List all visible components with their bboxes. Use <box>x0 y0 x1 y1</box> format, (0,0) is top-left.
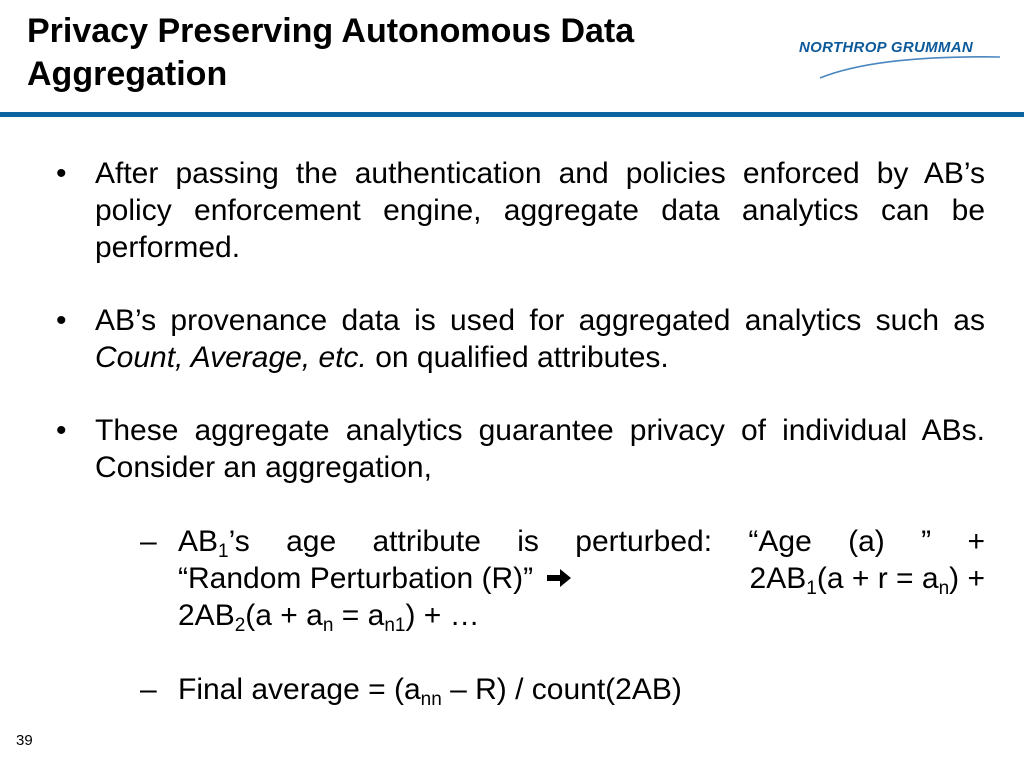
sub-bullet-1-line-3: $2AB_2(a + a_n = a_{n1})$ + … <box>178 599 480 636</box>
bullet-2-text-before: AB’s provenance data is used for aggregated analytics such as <box>95 304 985 337</box>
bullet-2-italic: Count, Average, etc. <box>95 341 367 374</box>
bullet-2-text-after: on qualified attributes. <box>375 341 669 374</box>
bullet-dot-icon: • <box>56 414 67 447</box>
sub-bullet-1 <box>178 523 985 634</box>
bullet-2 <box>95 302 985 376</box>
bullet-3: These aggregate analytics guarantee privacy of individual ABs. Consider an aggregation, <box>95 414 985 484</box>
sub-bullet-1-line-2: “Random Perturbation (R)” $2AB_1(a + r = a_n)$ + <box>178 562 985 599</box>
page-title: Privacy Preserving Autonomous Data Aggregation <box>27 12 635 93</box>
sub-dash-icon: – <box>140 673 157 706</box>
svg-text:NORTHROP GRUMMAN: NORTHROP GRUMMAN <box>799 39 973 56</box>
bullet-dot-icon: • <box>56 304 67 337</box>
right-arrow-icon <box>545 566 573 590</box>
bullet-1: After passing the authentication and policies enforced by AB’s policy enforcement engine, aggregate data analytics can be performed. <box>95 157 985 264</box>
sub-bullet-2: Final average = $(a_{nn} - R)$ / count(2AB) <box>178 673 682 710</box>
sub-dash-icon: – <box>140 525 157 558</box>
bullet-dot-icon: • <box>56 157 67 190</box>
sub-bullet-1-line-1: $AB_1’s$ age attribute is perturbed: “Age (a) ” + <box>178 525 985 562</box>
page-number: 39 <box>16 732 33 749</box>
